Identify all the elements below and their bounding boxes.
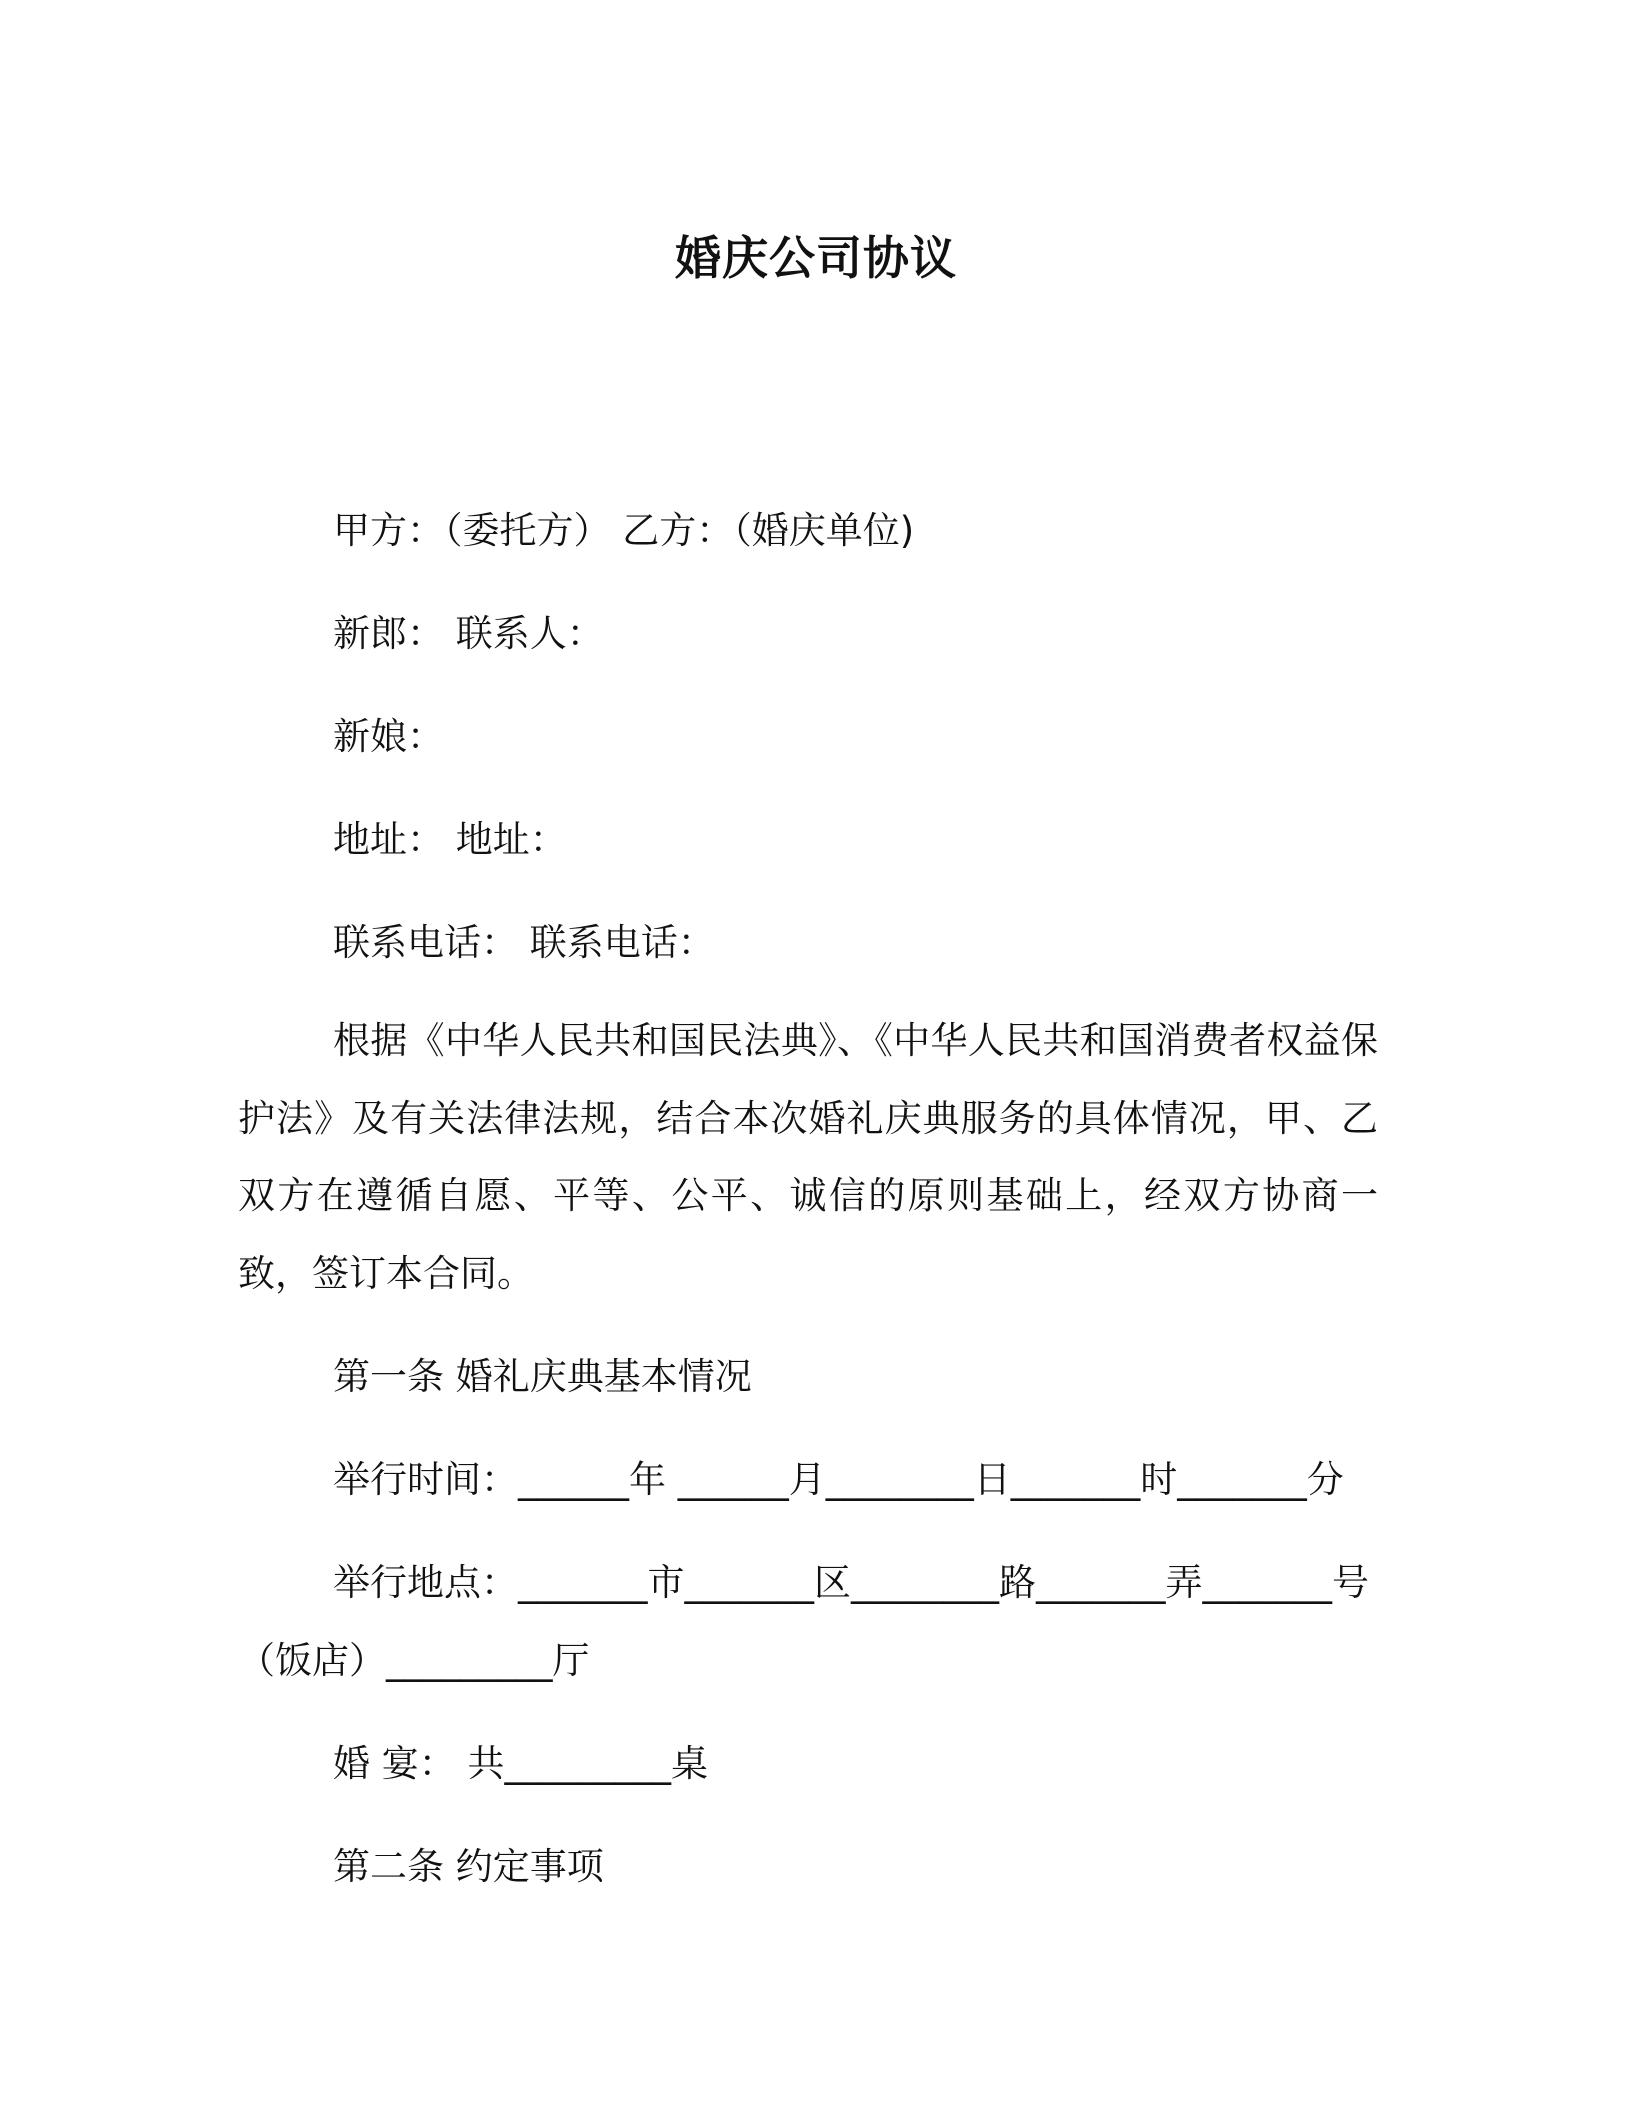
- parties-line: 甲方：（委托方） 乙方：（婚庆单位): [333, 509, 915, 552]
- ceremony-place-line: 举行地点：_______市_______区________路_______弄_______号: [333, 1561, 1369, 1604]
- document-title: 婚庆公司协议: [675, 231, 957, 285]
- article-1-heading: 第一条 婚礼庆典基本情况: [333, 1355, 752, 1398]
- preamble-paragraph: 根据《中华人民共和国民法典》、《中华人民共和国消费者权益保护法》及有关法律法规，结合本次婚礼庆典服务的具体情况，甲、乙双方在遵循自愿、平等、公平、诚信的原则基础上，经双方协商一致，签订本合同。: [238, 1019, 1378, 1295]
- phone-line: 联系电话： 联系电话：: [333, 921, 715, 964]
- groom-line: 新郎： 联系人：: [333, 612, 604, 655]
- ceremony-time-line: 举行时间：______年 ______月________日_______时_______分: [333, 1458, 1344, 1501]
- article-2-heading: 第二条 约定事项: [333, 1845, 604, 1888]
- ceremony-place-continued: （饭店）_________厅: [238, 1639, 590, 1682]
- banquet-line: 婚 宴： 共_________桌: [333, 1742, 709, 1785]
- address-line: 地址： 地址：: [333, 818, 567, 861]
- bride-line: 新娘：: [333, 715, 444, 758]
